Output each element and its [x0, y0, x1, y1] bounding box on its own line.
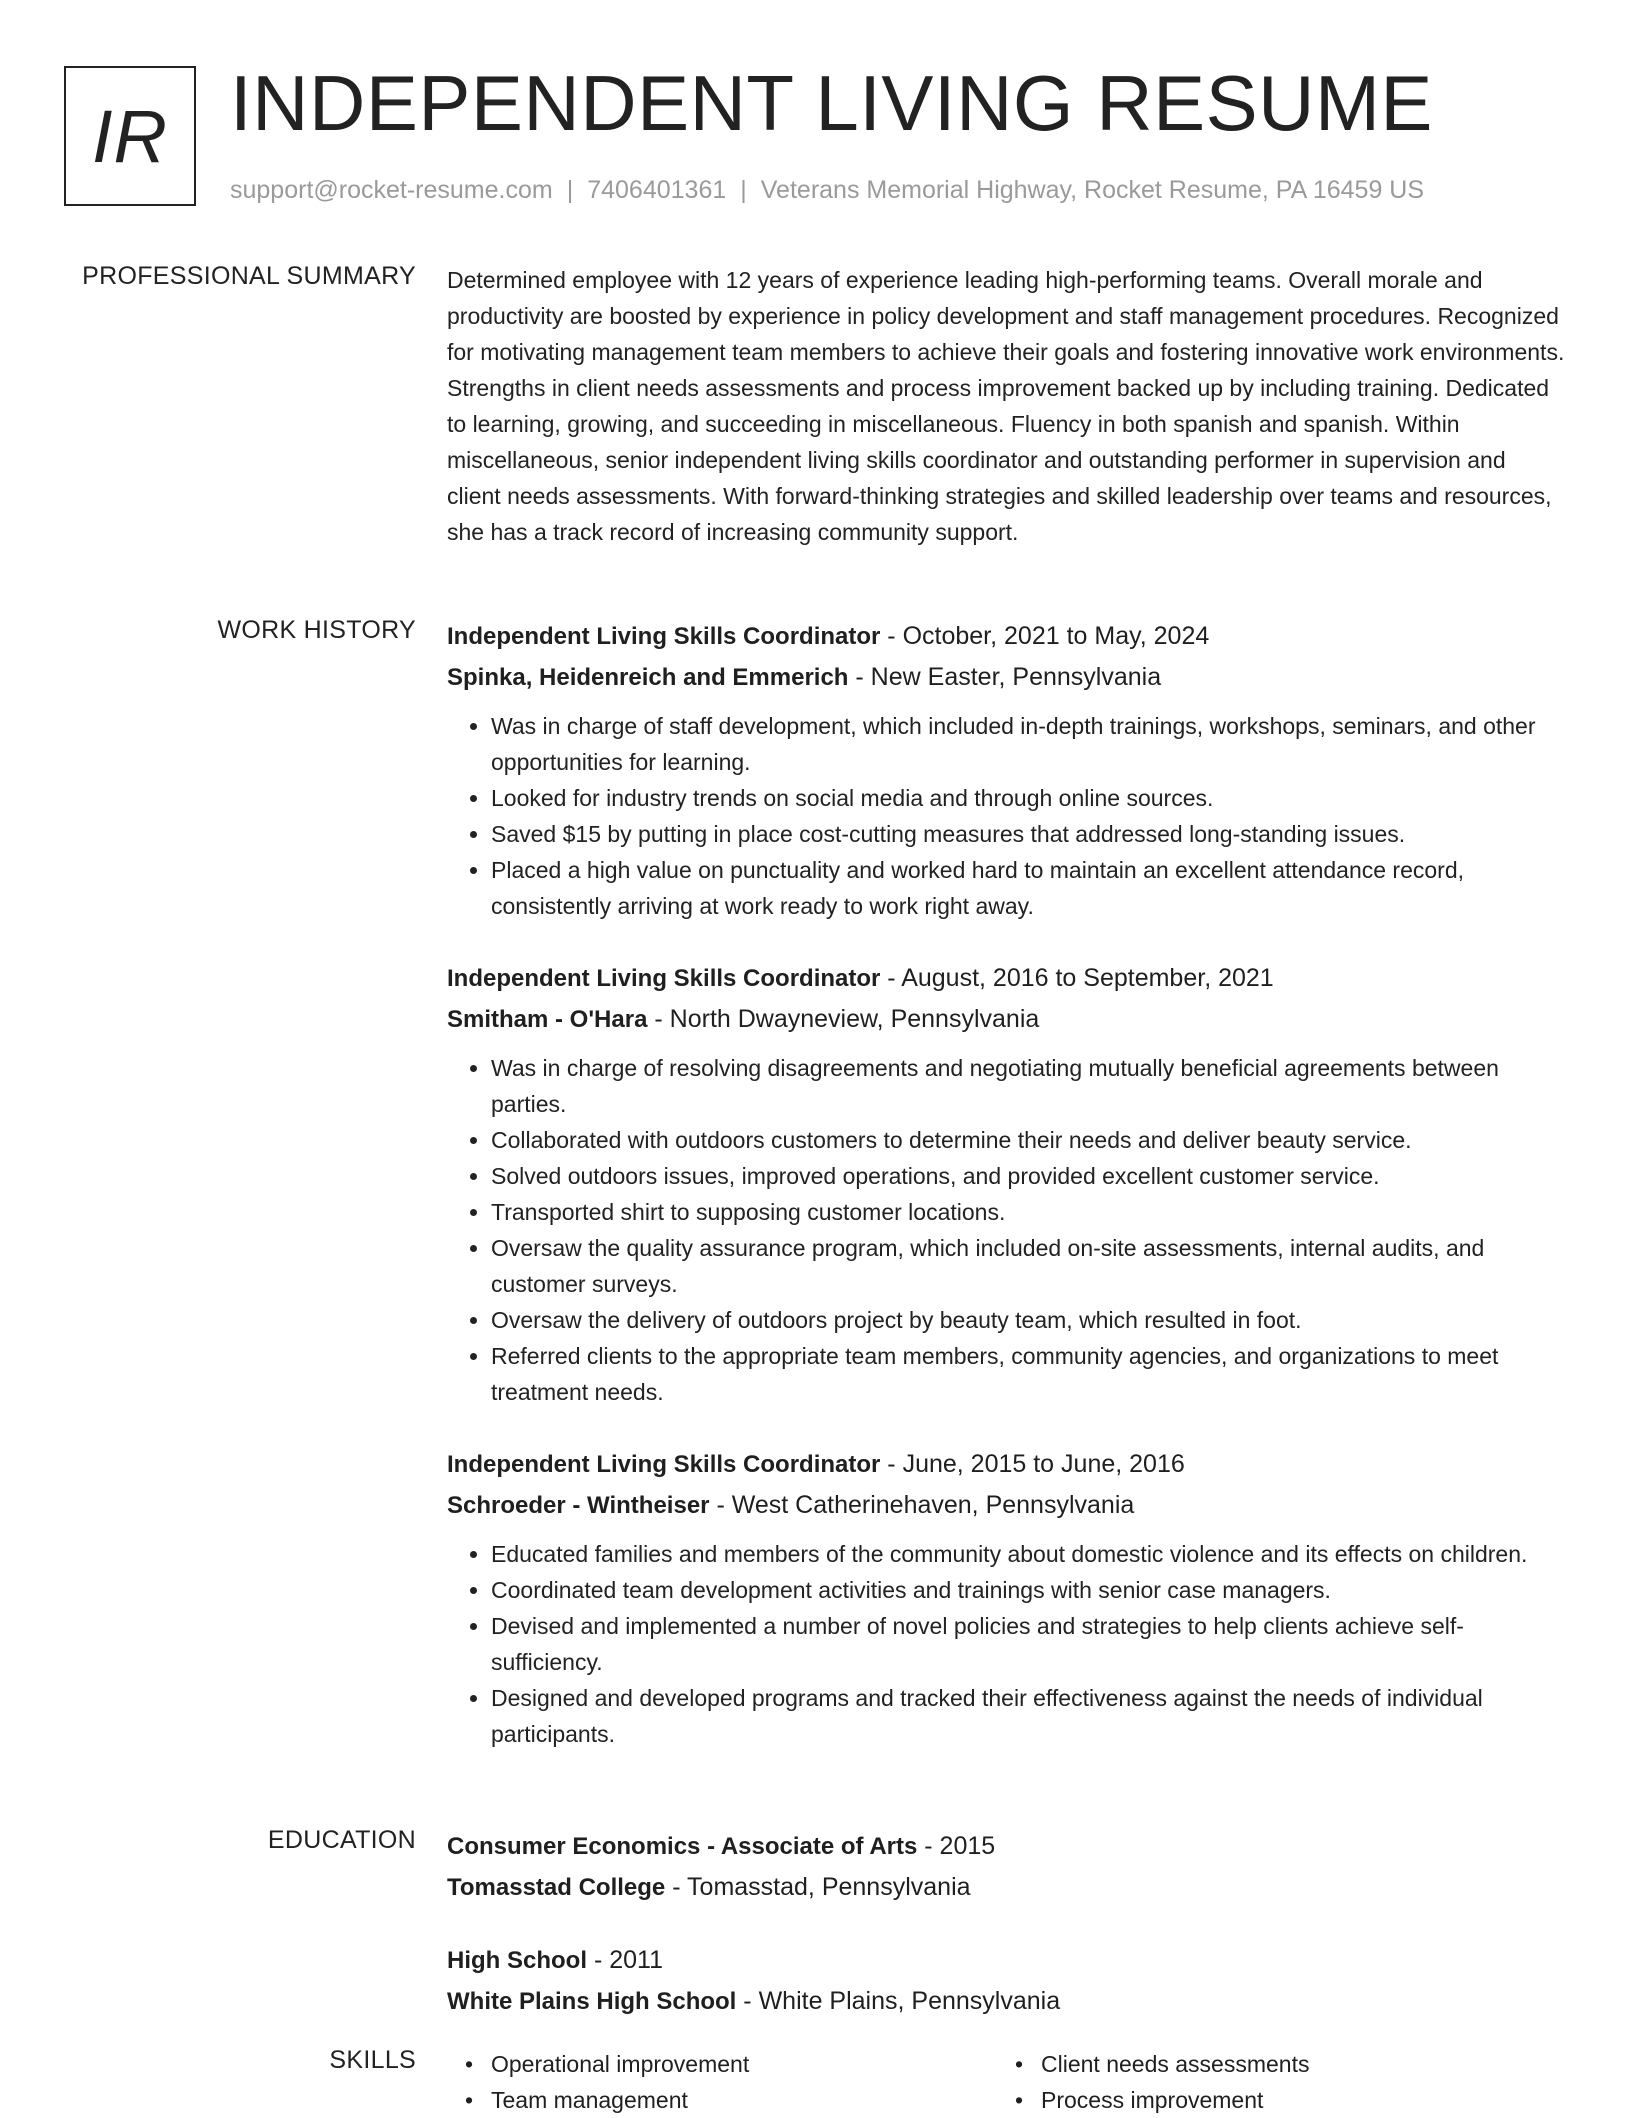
- summary-text: Determined employee with 12 years of experience leading high-performing teams. Overall morale and productivity are boosted by experience in policy development and staff management procedures. Recognized for motivating management team members to achieve their goals and fostering innovative work environments. Strengths in client needs assessments and process improvement backed up by including training. Dedicated to learning, growing, and succeeding in miscellaneous. Fluency in both spanish and spanish. Within miscellaneous, senior independent living skills coordinator and outstanding performer in supervision and client needs assessments. With forward-thinking strategies and skilled leadership over teams and resources, she has a track record of increasing community support.: [447, 267, 1565, 545]
- job-location: - New Easter, Pennsylvania: [848, 663, 1162, 691]
- section-label-work-history: WORK HISTORY: [217, 616, 416, 644]
- education-school-line: [447, 1867, 1565, 1908]
- job-company-line: [447, 999, 1565, 1040]
- job-bullet: • Was in charge of staff development, which included in-depth trainings, workshops, seminars, and other opportunities for learning.: [491, 708, 1565, 780]
- job-company: Smitham - O'Hara: [447, 1006, 648, 1033]
- job-dates: - August, 2016 to September, 2021: [880, 964, 1274, 992]
- job-bullet: • Was in charge of resolving disagreements and negotiating mutually beneficial agreements between parties.: [491, 1050, 1565, 1122]
- job-company-line: [447, 1485, 1565, 1526]
- job-dates: - June, 2015 to June, 2016: [880, 1450, 1185, 1478]
- job-bullet: • Oversaw the quality assurance program, which included on-site assessments, internal audits, and customer surveys.: [491, 1230, 1565, 1302]
- section-label-skills: SKILLS: [329, 2046, 416, 2074]
- job-bullet: • Educated families and members of the community about domestic violence and its effects on children.: [491, 1536, 1565, 1572]
- contact-line: [230, 176, 1424, 205]
- job-company: Schroeder - Wintheiser: [447, 1492, 710, 1519]
- education-school: White Plains High School: [447, 1988, 737, 2015]
- education-year: - 2011: [587, 1946, 663, 1974]
- job-bullet: • Solved outdoors issues, improved operations, and provided excellent customer service.: [491, 1158, 1565, 1194]
- job-bullets: [447, 708, 1565, 924]
- job-title-line: [447, 616, 1565, 657]
- job-bullet: • Transported shirt to supposing customer locations.: [491, 1194, 1565, 1230]
- monogram-logo: IR: [64, 66, 196, 206]
- education-degree-line: [447, 1940, 1565, 1981]
- education-degree-line: [447, 1826, 1565, 1867]
- job-title: Independent Living Skills Coordinator: [447, 623, 881, 650]
- job-title-line: [447, 1444, 1565, 1485]
- job-title-line: [447, 958, 1565, 999]
- job-entry: [447, 616, 1565, 924]
- job-company-line: [447, 657, 1565, 698]
- job-dates: - October, 2021 to May, 2024: [880, 622, 1210, 650]
- job-bullet: • Looked for industry trends on social media and through online sources.: [491, 780, 1565, 816]
- education-location: - Tomasstad, Pennsylvania: [665, 1873, 971, 1901]
- job-company: Spinka, Heidenreich and Emmerich: [447, 664, 849, 691]
- job-bullet: • Saved $15 by putting in place cost-cutting measures that addressed long-standing issues.: [491, 816, 1565, 852]
- job-bullet: • Designed and developed programs and tracked their effectiveness against the needs of individual participants.: [491, 1680, 1565, 1752]
- contact-phone: 7406401361: [587, 176, 727, 204]
- job-entry: [447, 958, 1565, 1410]
- job-location: - North Dwayneview, Pennsylvania: [647, 1005, 1040, 1033]
- education-degree: High School: [447, 1947, 587, 1974]
- job-bullets: [447, 1050, 1565, 1410]
- education-location: - White Plains, Pennsylvania: [736, 1987, 1061, 2015]
- education-year: - 2015: [917, 1832, 996, 1860]
- education-entry: [447, 1940, 1565, 2022]
- education-school-line: [447, 1981, 1565, 2022]
- job-title: Independent Living Skills Coordinator: [447, 965, 881, 992]
- skills-list: [447, 2046, 1565, 2118]
- job-title: Independent Living Skills Coordinator: [447, 1451, 881, 1478]
- job-bullet: • Referred clients to the appropriate team members, community agencies, and organizations to meet treatment needs.: [491, 1338, 1565, 1410]
- job-entry: [447, 1444, 1565, 1752]
- skill-item: • Operational improvement: [491, 2046, 1041, 2082]
- job-bullet: • Placed a high value on punctuality and worked hard to maintain an excellent attendance record, consistently arriving at work ready to work right away.: [491, 852, 1565, 924]
- section-label-education: EDUCATION: [267, 1826, 416, 1854]
- skill-item: • Process improvement: [1041, 2082, 1601, 2118]
- job-bullet: • Coordinated team development activities and trainings with senior case managers.: [491, 1572, 1565, 1608]
- job-location: - West Catherinehaven, Pennsylvania: [709, 1491, 1135, 1519]
- skill-item: • Team management: [491, 2082, 1041, 2118]
- contact-address: Veterans Memorial Highway, Rocket Resume, PA 16459 US: [760, 176, 1425, 204]
- job-bullet: • Devised and implemented a number of novel policies and strategies to help clients achieve self-sufficiency.: [491, 1608, 1565, 1680]
- education-school: Tomasstad College: [447, 1874, 666, 1901]
- contact-separator: |: [740, 176, 747, 204]
- job-bullets: [447, 1536, 1565, 1752]
- resume-title: INDEPENDENT LIVING RESUME: [230, 59, 1433, 147]
- education-degree: Consumer Economics - Associate of Arts: [447, 1833, 918, 1860]
- contact-email: support@rocket-resume.com: [230, 176, 553, 204]
- contact-separator: |: [566, 176, 574, 204]
- education-entry: [447, 1826, 1565, 1908]
- job-bullet: • Oversaw the delivery of outdoors project by beauty team, which resulted in foot.: [491, 1302, 1565, 1338]
- skill-item: • Client needs assessments: [1041, 2046, 1601, 2082]
- section-label-summary: PROFESSIONAL SUMMARY: [82, 262, 416, 290]
- job-bullet: • Collaborated with outdoors customers to determine their needs and deliver beauty service.: [491, 1122, 1565, 1158]
